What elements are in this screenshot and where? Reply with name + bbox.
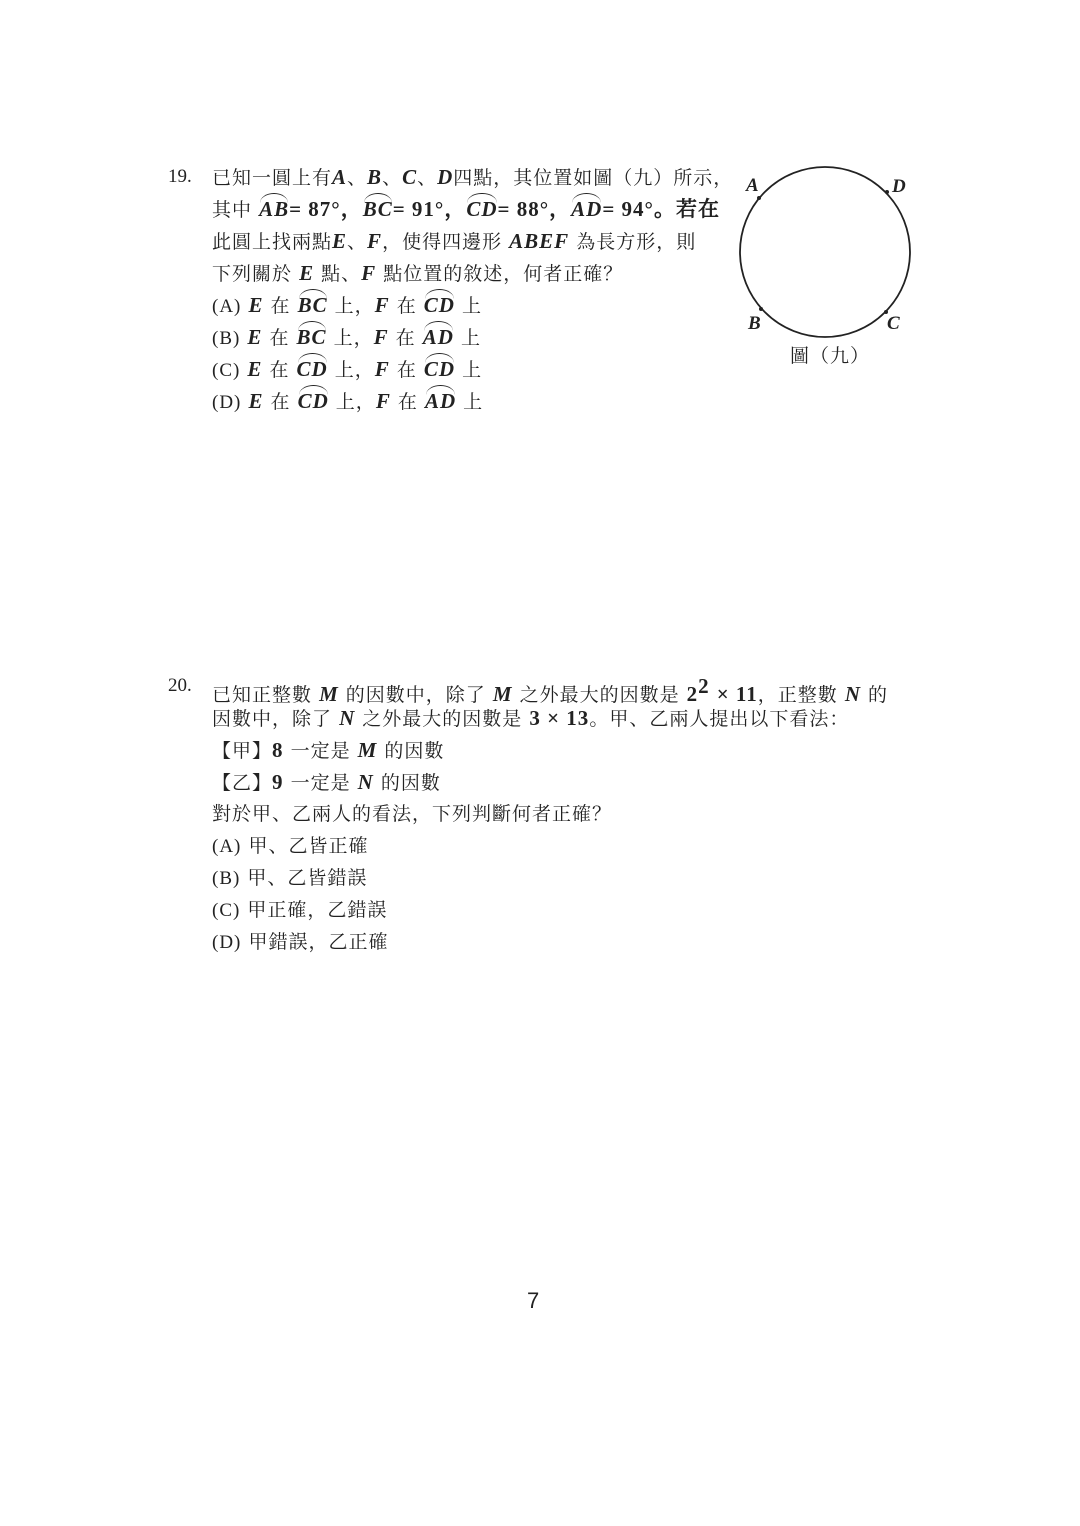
q20-option-c: (C) 甲正確，乙錯誤 — [212, 899, 388, 921]
label-c: C — [887, 313, 900, 334]
point-b — [759, 307, 763, 311]
arc-ad: AD — [571, 197, 603, 221]
label-d: D — [892, 176, 906, 197]
point-a — [757, 196, 761, 200]
label-b: B — [748, 313, 761, 334]
q20-question: 對於甲、乙兩人的看法，下列判斷何者正確？ — [212, 803, 613, 825]
q20-option-a: (A) 甲、乙皆正確 — [212, 835, 369, 857]
question-number: 19. — [168, 166, 192, 187]
q19-line-3: 此圓上找兩點E、F，使得四邊形 ABEF 為長方形，則 — [212, 229, 697, 253]
q19-line-2: 其中 AB= 87°，BC= 91°，CD= 88°，AD= 94°。若在 — [212, 197, 720, 221]
figure-caption: 圖（九） — [790, 345, 871, 367]
q20-option-d: (D) 甲錯誤，乙正確 — [212, 931, 389, 953]
q19-option-d: (D) E 在 CD 上，F 在 AD 上 — [212, 389, 484, 413]
q19-line-1: 已知一圓上有A、B、C、D四點，其位置如圖（九）所示， — [212, 165, 734, 189]
statement-jia: 【甲】8 一定是 M 的因數 — [212, 738, 445, 762]
q19-option-a: (A) E 在 BC 上，F 在 CD 上 — [212, 293, 483, 317]
question-number: 20. — [168, 675, 192, 696]
point-d — [885, 190, 889, 194]
label-a: A — [746, 175, 759, 196]
arc-cd: CD — [466, 197, 498, 221]
q20-option-b: (B) 甲、乙皆錯誤 — [212, 867, 368, 889]
q20-line-2: 因數中，除了 N 之外最大的因數是 3 × 13。甲、乙兩人提出以下看法： — [212, 706, 850, 730]
page-number: 7 — [527, 1288, 540, 1313]
q19-option-b: (B) E 在 BC 上，F 在 AD 上 — [212, 325, 481, 349]
arc-bc: BC — [362, 197, 393, 221]
q19-option-c: (C) E 在 CD 上，F 在 CD 上 — [212, 357, 483, 381]
arc-ab: AB — [259, 197, 290, 221]
q19-line-4: 下列關於 E 點、F 點位置的敘述，何者正確？ — [212, 261, 624, 285]
statement-yi: 【乙】9 一定是 N 的因數 — [212, 770, 441, 794]
q20-line-1: 已知正整數 M 的因數中，除了 M 之外最大的因數是 $2^2 \times 11$，正整數 N 的 — [212, 674, 889, 706]
